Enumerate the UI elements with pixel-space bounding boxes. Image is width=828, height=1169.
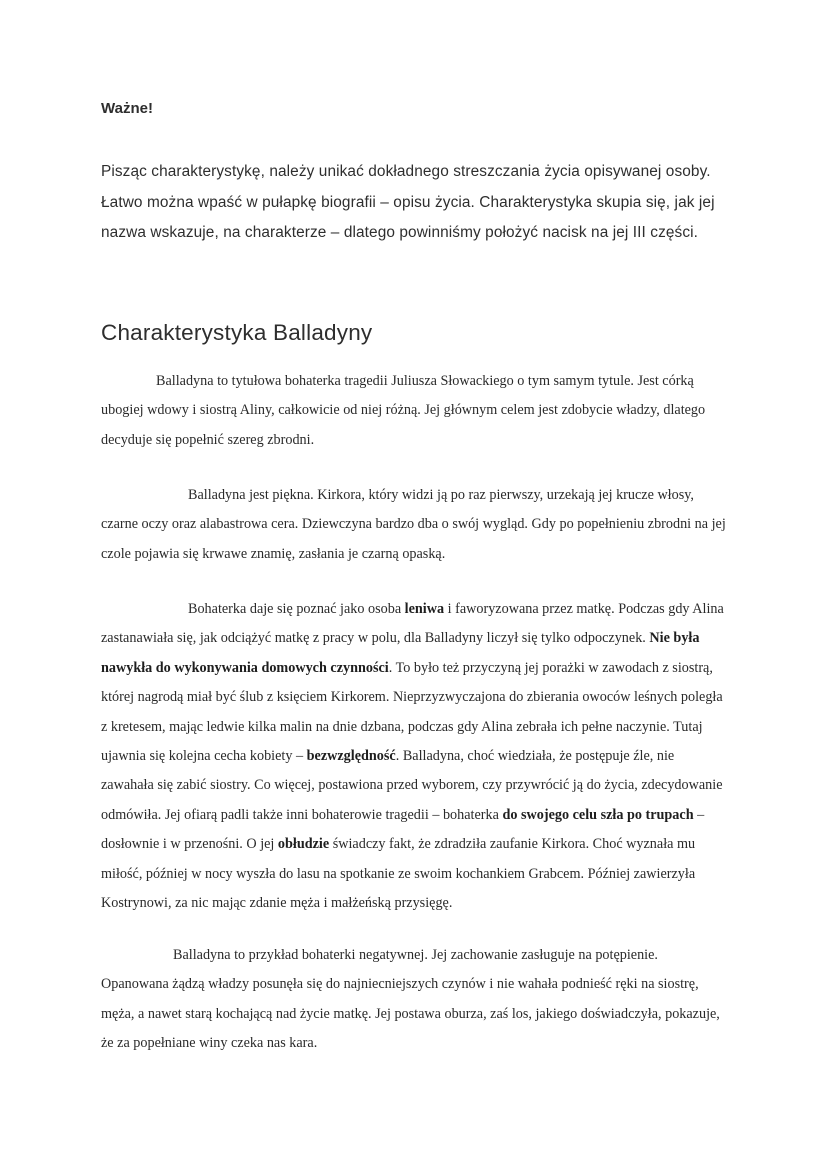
- bold-phrase: leniwa: [404, 601, 445, 617]
- text-segment: Bohaterka daje się poznać jako osoba: [188, 601, 405, 617]
- bold-phrase: bezwzględność: [306, 748, 396, 765]
- text-segment: – dosłownie i w przenośni. O jej: [101, 806, 705, 853]
- paragraph-intro: Balladyna to tytułowa bohaterka tragedii Juliusza Słowackiego o tym samym tytule. Jest córką ubogiej wdowy i siostrą Aliny, całkowicie od niej różną. Jej głównym celem jest zdobycie władzy, dlatego decyduje się popełnić szereg zbrodni.: [101, 373, 706, 448]
- bold-phrase: obłudzie: [277, 836, 330, 853]
- text-segment: świadczy fakt, że zdradziła zaufanie Kirkora. Choć wyznała mu miłość, później w nocy wyszła do lasu na spotkanie ze swoim kochankiem Grabcem. Później zawierzyła Kostrynowi, za nic mając zdanie męża i małżeńską przysięgę.: [101, 836, 696, 912]
- important-note-text: Pisząc charakterystykę, należy unikać dokładnego streszczania życia opisywanej osoby. Łatwo można wpaść w pułapkę biografii – opisu życia. Charakterystyka skupia się, jak jej nazwa wskazuje, na charakterze – dlatego powinniśmy położyć nacisk na jej III części.: [101, 163, 715, 241]
- bold-phrase: Nie była nawykła do wykonywania domowych czynności: [101, 630, 700, 676]
- paragraph-conclusion: Balladyna to przykład bohaterki negatywnej. Jej zachowanie zasługuje na potępienie. Opanowana żądzą władzy posunęła się do najniecniejszych czynów i nie wahała podnieść ręki na siostrę, męża, a nawet starą kochającą nad życie matkę. Jej postawa oburza, zaś los, jakiego doświadczyła, pokazuje, że za popełniane winy czeka nas kara.: [101, 947, 720, 1052]
- paragraph-appearance: Balladyna jest piękna. Kirkora, który widzi ją po raz pierwszy, urzekają jej krucze włosy, czarne oczy oraz alabastrowa cera. Dziewczyna bardzo dba o swój wygląd. Gdy po popełnieniu zbrodni na jej czole pojawia się krwawe znamię, zasłania je czarną opaską.: [101, 487, 726, 562]
- bold-phrase: do swojego celu szła po trupach: [502, 806, 694, 823]
- important-title: Ważne!: [101, 100, 153, 117]
- text-segment: i faworyzowana przez matkę. Podczas gdy Alina zastanawiała się, jak odciążyć matkę z pracy w polu, dla Balladyny liczył się tylko odpoczynek.: [101, 601, 724, 647]
- text-segment: . To było też przyczyną jej porażki w zawodach z siostrą, której nagrodą miał być ślub z księciem Kirkorem. Nieprzyzwyczajona do zbierania owoców leśnych poległa z kretesem, mając ledwie kilka malin na dnie dzbana, podczas gdy Alina zebrała ich pełne naczynie. Tutaj ujawnia się kolejna cecha kobiety –: [101, 659, 723, 765]
- section-heading: Charakterystyka Balladyny: [101, 320, 373, 345]
- paragraph-traits: [101, 595, 729, 918]
- text-segment: . Balladyna, choć wiedziała, że postępuje źle, nie zawahała się zabić siostry. Co więcej, postawiona przed wyborem, czy przywrócić ją do życia, zdecydowanie odmówiła. Jej ofiarą padli także inni bohaterowie tragedii – bohaterka: [101, 748, 723, 823]
